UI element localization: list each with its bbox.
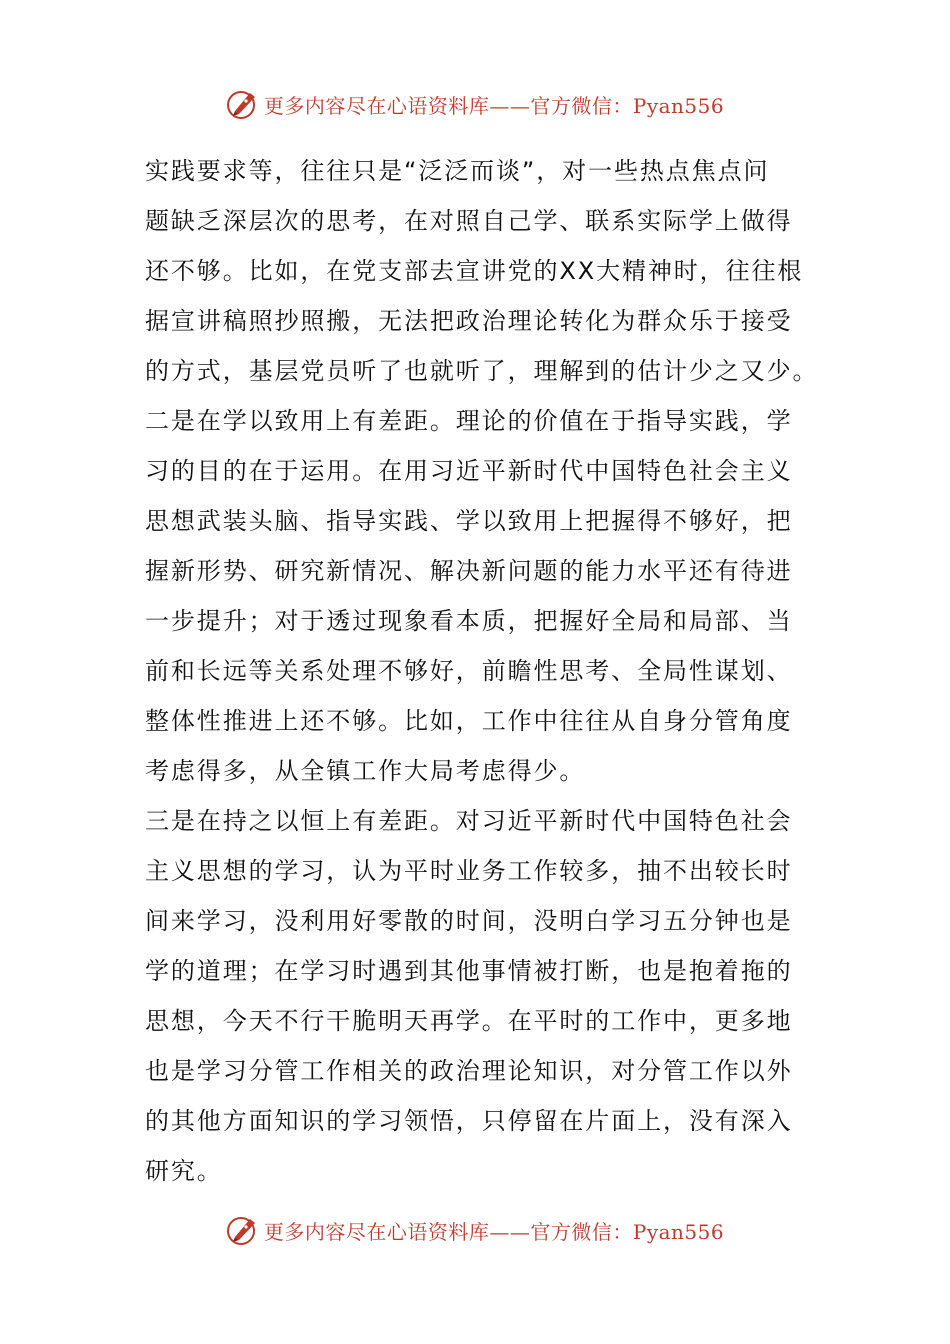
body-text-line: 据宣讲稿照抄照搬，无法把政治理论转化为群众乐于接受: [145, 307, 793, 335]
body-text-line: 握新形势、研究新情况、解决新问题的能力水平还有待进: [145, 557, 793, 585]
banner-wechat-label: 官方微信：: [530, 93, 633, 118]
body-text-line: 整体性推进上还不够。比如，工作中往往从自身分管角度: [145, 707, 793, 735]
pen-nib-logo-icon: [226, 1213, 260, 1247]
banner-text: [264, 1216, 724, 1245]
body-text-line: 学的道理；在学习时遇到其他事情被打断，也是抱着拖的: [145, 957, 793, 985]
banner-wechat-id: Pyan556: [632, 1219, 725, 1244]
body-text-line: 实践要求等，往往只是“泛泛而谈”，对一些热点焦点问: [145, 157, 770, 185]
body-text-line: 也是学习分管工作相关的政治理论知识，对分管工作以外: [145, 1057, 793, 1085]
header-banner: [0, 84, 950, 124]
banner-dash: ——: [489, 1219, 531, 1244]
body-text-line: 一步提升；对于透过现象看本质，把握好全局和局部、当: [145, 607, 793, 635]
banner-wechat-label: 官方微信：: [530, 1219, 633, 1244]
footer-banner: [0, 1210, 950, 1250]
body-text-line: 的其他方面知识的学习领悟，只停留在片面上，没有深入: [145, 1107, 793, 1135]
pen-nib-logo-icon: [226, 87, 260, 121]
body-text-line: 思想，今天不行干脆明天再学。在平时的工作中，更多地: [145, 1007, 793, 1035]
body-text-line: 思想武装头脑、指导实践、学以致用上把握得不够好，把: [145, 507, 793, 535]
body-text-line: 题缺乏深层次的思考，在对照自己学、联系实际学上做得: [145, 207, 793, 235]
body-text-line: 二是在学以致用上有差距。理论的价值在于指导实践，学: [145, 407, 793, 435]
banner-dash: ——: [489, 93, 531, 118]
banner-promo-text: 更多内容尽在心语资料库: [263, 93, 490, 118]
body-text-line: 的方式，基层党员听了也就听了，理解到的估计少之又少。: [145, 357, 819, 385]
body-text-line: 前和长远等关系处理不够好，前瞻性思考、全局性谋划、: [145, 657, 793, 685]
banner-text: [264, 90, 724, 119]
body-text-line: 主义思想的学习，认为平时业务工作较多，抽不出较长时: [145, 857, 793, 885]
body-text-line: 考虑得多，从全镇工作大局考虑得少。: [145, 757, 586, 785]
body-text-line: 习的目的在于运用。在用习近平新时代中国特色社会主义: [145, 457, 793, 485]
body-text-line: 还不够。比如，在党支部去宣讲党的XX大精神时，往往根: [145, 257, 804, 285]
banner-wechat-id: Pyan556: [632, 93, 725, 118]
body-text-line: 间来学习，没利用好零散的时间，没明白学习五分钟也是: [145, 907, 793, 935]
document-body: [145, 146, 819, 1196]
body-text-line: 三是在持之以恒上有差距。对习近平新时代中国特色社会: [145, 807, 793, 835]
body-text-line: 研究。: [145, 1157, 223, 1185]
banner-promo-text: 更多内容尽在心语资料库: [263, 1219, 490, 1244]
